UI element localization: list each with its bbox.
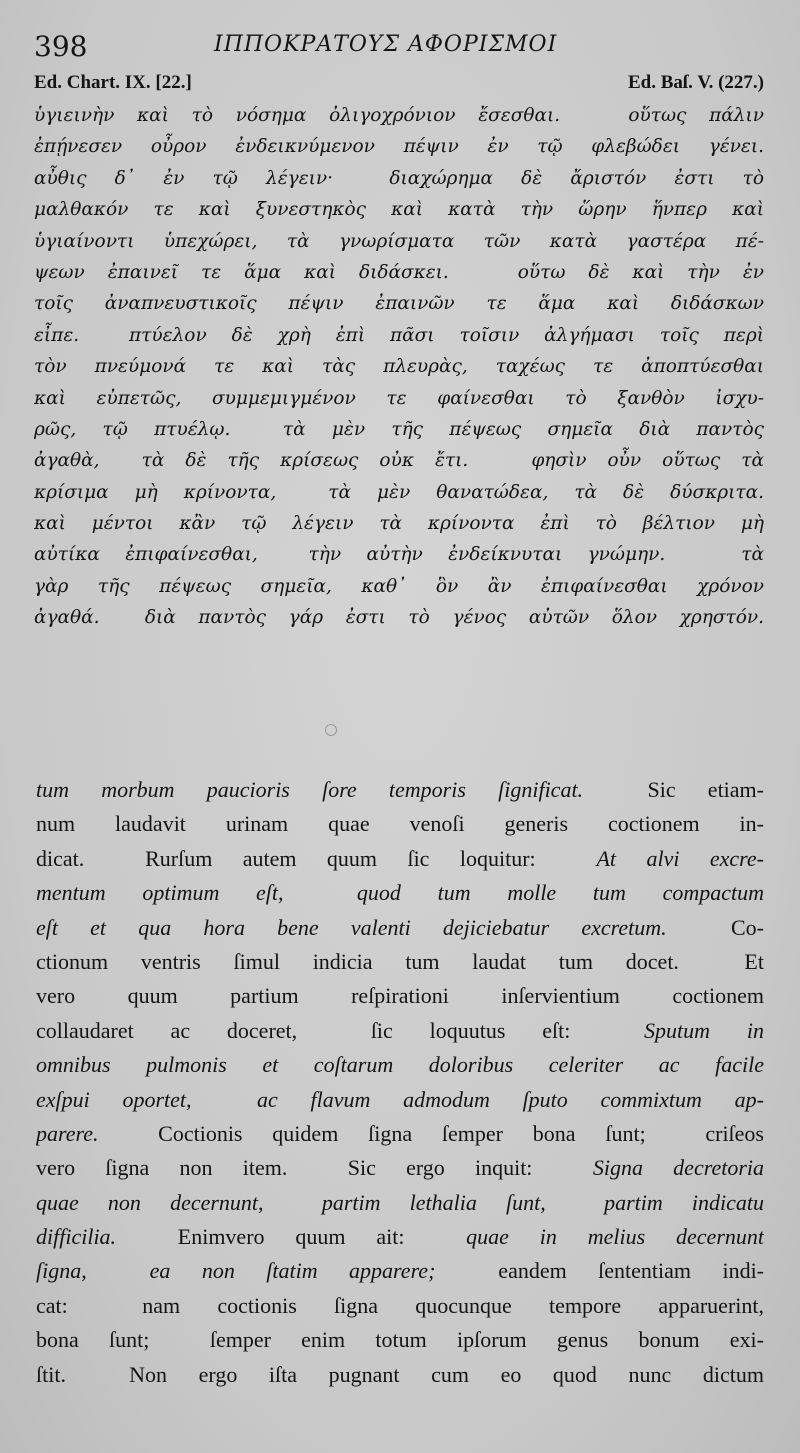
greek-text-line: ρῶς, τῷ πτυέλῳ. τὰ μὲν τῆς πέψεως σημεῖα διὰ παντὸς — [34, 418, 764, 440]
greek-text-line: ὑγιαίνοντι ὑπεχώρει, τὰ γνωρίσματα τῶν κατὰ γαστέρα πέ- — [34, 230, 764, 252]
latin-text-line — [36, 911, 764, 945]
latin-commentary-run: ctionum ventris ſimul indicia tum laudat tum docet. Et — [36, 948, 764, 974]
latin-quotation-run: ſigna, ea non ſtatim apparere; — [36, 1258, 436, 1284]
latin-text-block — [36, 773, 764, 1392]
paper-blemish — [325, 724, 337, 736]
latin-text-line — [36, 876, 764, 910]
latin-text-line — [36, 1083, 764, 1117]
page-header — [34, 30, 774, 64]
latin-quotation-run: quae in melius decernunt — [466, 1224, 764, 1250]
latin-commentary-run: Sic etiam- — [583, 777, 764, 802]
latin-text-line — [36, 1117, 764, 1151]
greek-text-line: καὶ εὐπετῶς, συμμεμιγμένον τε φαίνεσθαι τὸ ξανθὸν ἰσχυ- — [34, 387, 764, 409]
latin-text-line — [36, 1323, 764, 1357]
latin-text-line — [36, 1289, 764, 1323]
latin-text-line — [36, 842, 764, 876]
latin-commentary-run: num laudavit urinam quae venoſi generis coctionem in- — [36, 811, 764, 837]
greek-text-line: αὖθις δ᾽ ἐν τῷ λέγειν· διαχώρημα δὲ ἄριστόν ἐστι τὸ — [34, 167, 764, 189]
greek-text-line: ψεων ἐπαινεῖ τε ἅμα καὶ διδάσκει. οὕτω δὲ καὶ τὴν ἐν — [34, 261, 764, 283]
latin-quotation-run: At alvi excre- — [596, 845, 764, 871]
latin-quotation-run: omnibus pulmonis et coſtarum doloribus celeriter ac facile — [36, 1052, 764, 1078]
edition-basel-reference: Ed. Baſ. V. (227.) — [627, 72, 764, 93]
latin-text-line — [36, 1358, 764, 1392]
latin-quotation-run: exſpui oportet, ac flavum admodum ſputo commixtum ap- — [36, 1086, 764, 1112]
latin-text-line — [36, 1151, 764, 1185]
greek-text-line: καὶ μέντοι κἂν τῷ λέγειν τὰ κρίνοντα ἐπὶ τὸ βέλτιον μὴ — [34, 513, 764, 535]
greek-text-line: μαλθακόν τε καὶ ξυνεστηκὸς καὶ κατὰ τὴν ὥρην ἥνπερ καὶ — [34, 199, 764, 221]
latin-quotation-run: quae non decernunt, partim lethalia ſunt, partim indicatu — [36, 1189, 764, 1215]
greek-text-line: κρίσιμα μὴ κρίνοντα, τὰ μὲν θανατώδεα, τὰ δὲ δύσκριτα. — [34, 481, 764, 503]
running-title: ΙΠΠΟΚΡΑΤΟΥΣ ΑΦΟΡΙΣΜΟΙ — [214, 32, 558, 57]
latin-text-line — [36, 807, 764, 841]
latin-text-line — [36, 945, 764, 979]
latin-quotation-run: eſt et qua hora bene valenti dejiciebatur excretum. — [36, 914, 667, 940]
latin-text-line — [36, 1014, 764, 1048]
latin-commentary-run: cat: nam coctionis ſigna quocunque tempore apparuerint, — [36, 1292, 764, 1318]
latin-commentary-run: Enimvero quum ait: — [116, 1224, 467, 1250]
latin-commentary-run: ſtit. Non ergo iſta pugnant cum eo quod nunc dictum — [36, 1361, 764, 1387]
greek-text-line: εἶπε. πτύελον δὲ χρὴ ἐπὶ πᾶσι τοῖσιν ἀλγήμασι τοῖς περὶ — [34, 324, 764, 346]
edition-references — [34, 72, 764, 96]
greek-text-line: τοῖς ἀναπνευστικοῖς πέψιν ἐπαινῶν τε ἅμα καὶ διδάσκων — [34, 293, 764, 315]
latin-text-line — [36, 1220, 764, 1254]
greek-text-line: ἀγαθὰ, τὰ δὲ τῆς κρίσεως οὐκ ἔτι. φησὶν οὖν οὕτως τὰ — [34, 450, 764, 472]
latin-commentary-run: vero quum partium reſpirationi inſervientium coctionem — [36, 983, 764, 1009]
greek-text-line: ὑγιεινὴν καὶ τὸ νόσημα ὀλιγοχρόνιον ἔσεσθαι. οὕτως πάλιν — [34, 105, 764, 126]
greek-text-block — [34, 100, 764, 634]
latin-quotation-run: mentum optimum eſt, quod tum molle tum compactum — [36, 880, 764, 906]
greek-text-line: ἀγαθά. διὰ παντὸς γάρ ἐστι τὸ γένος αὐτῶν ὅλον χρηστόν. — [34, 607, 764, 629]
latin-commentary-run: collaudaret ac doceret, ſic loquutus eſt: — [36, 1017, 645, 1043]
latin-commentary-run: eandem ſententiam indi- — [435, 1258, 764, 1284]
latin-quotation-run: tum morbum paucioris ſore temporis ſignificat. — [36, 777, 584, 802]
latin-text-line — [36, 773, 764, 807]
latin-text-line — [36, 1254, 764, 1288]
greek-text-line: αὐτίκα ἐπιφαίνεσθαι, τὴν αὐτὴν ἐνδείκνυται γνώμην. τὰ — [34, 544, 764, 566]
latin-text-line — [36, 1048, 764, 1082]
latin-quotation-run: Sputum in — [644, 1017, 764, 1043]
latin-commentary-run: dicat. Rurſum autem quum ſic loquitur: — [36, 845, 597, 871]
latin-commentary-run: Co- — [666, 914, 764, 940]
latin-commentary-run: Coctionis quidem ſigna ſemper bona ſunt; criſeos — [98, 1120, 764, 1146]
greek-text-line: ἐπῄνεσεν οὖρον ἐνδεικνύμενον πέψιν ἐν τῷ φλεβώδει γένει. — [34, 136, 764, 158]
latin-commentary-run: vero ſigna non item. Sic ergo inquit: — [36, 1155, 593, 1181]
edition-chart-reference: Ed. Chart. IX. [22.] — [34, 72, 192, 93]
latin-quotation-run: difficilia. — [36, 1224, 117, 1250]
latin-text-line — [36, 1186, 764, 1220]
latin-quotation-run: Signa decretoria — [592, 1155, 764, 1181]
latin-commentary-run: bona ſunt; ſemper enim totum ipſorum genus bonum exi- — [36, 1327, 764, 1353]
latin-quotation-run: parere. — [36, 1120, 99, 1146]
page-number: 398 — [34, 30, 88, 63]
greek-text-line: τὸν πνεύμονά τε καὶ τὰς πλευρὰς, ταχέως τε ἀποπτύεσθαι — [34, 356, 764, 378]
greek-text-line: γὰρ τῆς πέψεως σημεῖα, καθ᾽ ὃν ἂν ἐπιφαίνεσθαι χρόνον — [34, 575, 764, 597]
latin-text-line — [36, 979, 764, 1013]
